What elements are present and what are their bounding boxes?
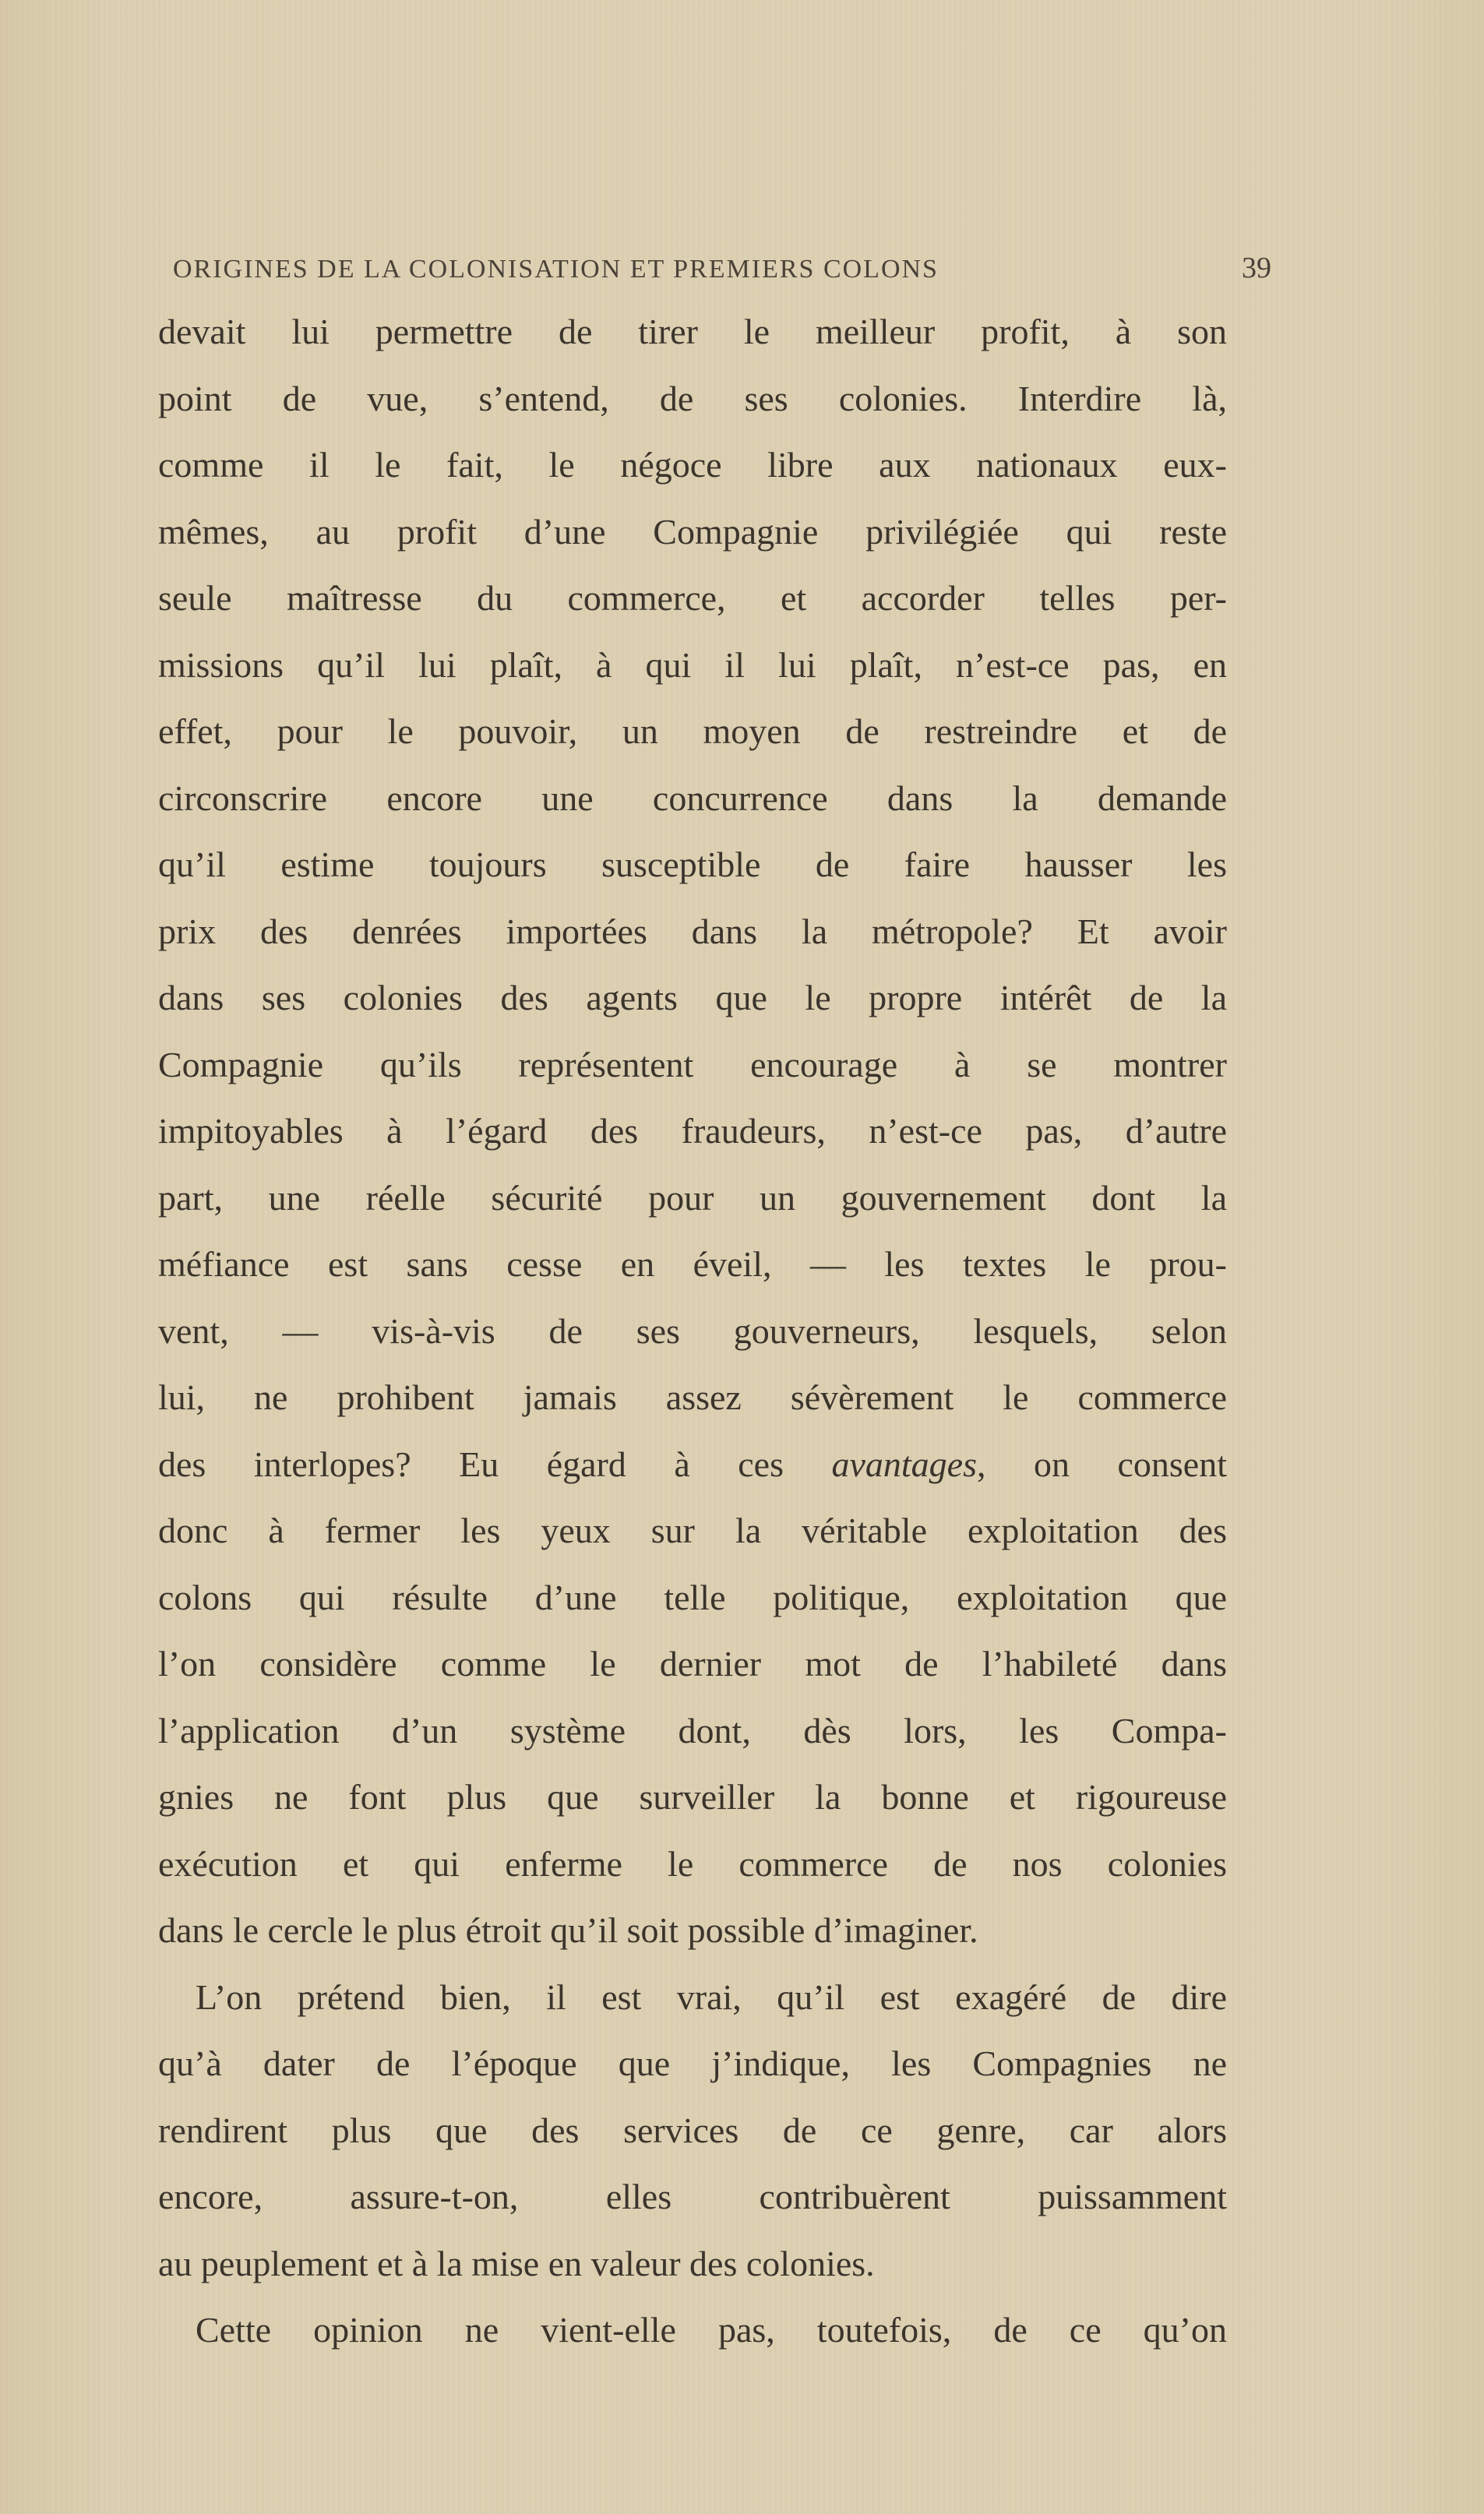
text-line: vent, — vis-à-vis de ses gouverneurs, lesquels, selon bbox=[158, 1310, 1227, 1351]
text-line: méfiance est sans cesse en éveil, — les textes le prou- bbox=[158, 1244, 1227, 1284]
text-line: part, une réelle sécurité pour un gouvernement dont la bbox=[158, 1177, 1227, 1218]
text-line: dans ses colonies des agents que le propre intérêt de la bbox=[158, 978, 1227, 1017]
text-line: mêmes, au profit d’une Compagnie privilégiée qui reste bbox=[158, 511, 1227, 552]
paragraph-start-line: Cette opinion ne vient-elle pas, toutefois, de ce qu’on bbox=[196, 2310, 1227, 2350]
text-line: qu’il estime toujours susceptible de faire hausser les bbox=[158, 844, 1227, 884]
text-line: exécution et qui enferme le commerce de nos colonies bbox=[158, 1843, 1227, 1884]
text-line: comme il le fait, le négoce libre aux nationaux eux- bbox=[158, 445, 1227, 485]
body-text bbox=[158, 298, 1227, 2364]
paragraph-end-line: dans le cercle le plus étroit qu’il soit possible d’imaginer. bbox=[158, 1910, 978, 1950]
text-line: effet, pour le pouvoir, un moyen de restreindre et de bbox=[158, 711, 1227, 751]
paragraph-start-line: L’on prétend bien, il est vrai, qu’il est exagéré de dire bbox=[196, 1976, 1227, 2017]
text-line: Compagnie qu’ils représentent encourage à se montrer bbox=[158, 1044, 1227, 1084]
text-line: impitoyables à l’égard des fraudeurs, n’est-ce pas, d’autre bbox=[158, 1111, 1227, 1151]
text-line: l’on considère comme le dernier mot de l’habileté dans bbox=[158, 1644, 1227, 1684]
italic-emphasis: avantages bbox=[831, 1444, 977, 1484]
text-line: devait lui permettre de tirer le meilleur profit, à son bbox=[158, 312, 1227, 351]
text-line: donc à fermer les yeux sur la véritable exploitation des bbox=[158, 1511, 1227, 1550]
running-header bbox=[173, 251, 1271, 285]
text-line: gnies ne font plus que surveiller la bonne et rigoureuse bbox=[158, 1777, 1227, 1817]
text-line-with-italic bbox=[158, 1431, 1227, 1498]
text-line: qu’à dater de l’époque que j’indique, les Compagnies ne bbox=[158, 2043, 1227, 2083]
text-line: rendirent plus que des services de ce genre, car alors bbox=[158, 2110, 1227, 2150]
text-line: colons qui résulte d’une telle politique, exploitation que bbox=[158, 1577, 1227, 1617]
text-segment: , on consent bbox=[977, 1444, 1227, 1484]
text-line: encore, assure-t-on, elles contribuèrent puissamment bbox=[158, 2177, 1227, 2216]
text-line: l’application d’un système dont, dès lors, les Compa- bbox=[158, 1710, 1227, 1751]
text-segment: des interlopes? Eu égard à ces bbox=[158, 1444, 832, 1484]
text-line: point de vue, s’entend, de ses colonies. Interdire là, bbox=[158, 378, 1227, 418]
text-line: seule maîtresse du commerce, et accorder telles per- bbox=[158, 578, 1227, 618]
paragraph-end-line: au peuplement et à la mise en valeur des colonies. bbox=[158, 2243, 875, 2283]
text-line: missions qu’il lui plaît, à qui il lui plaît, n’est-ce pas, en bbox=[158, 644, 1227, 685]
text-line: lui, ne prohibent jamais assez sévèrement le commerce bbox=[158, 1377, 1227, 1417]
text-line: circonscrire encore une concurrence dans la demande bbox=[158, 777, 1227, 818]
text-line: prix des denrées importées dans la métropole? Et avoir bbox=[158, 911, 1227, 951]
running-title: ORIGINES DE LA COLONISATION ET PREMIERS COLONS bbox=[173, 255, 939, 284]
page-number: 39 bbox=[1242, 252, 1271, 284]
